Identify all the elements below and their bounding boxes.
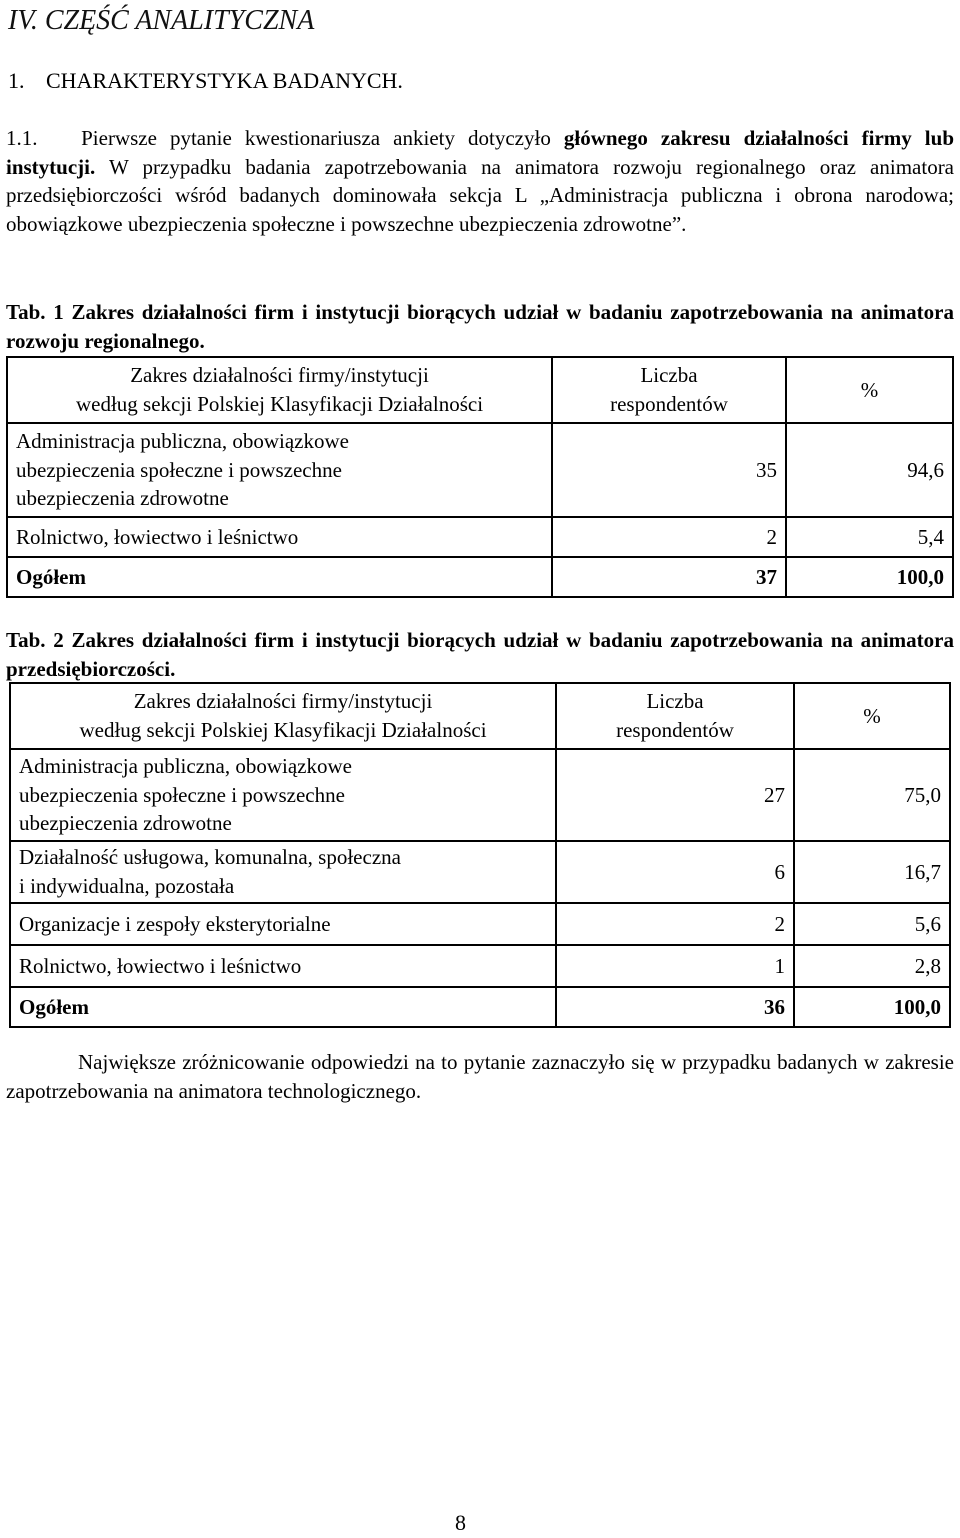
table2-header-category: Zakres działalności firmy/instytucji według sekcji Polskiej Klasyfikacji Działalności bbox=[10, 683, 556, 749]
table-row bbox=[10, 749, 950, 841]
table2-total-count: 36 bbox=[556, 987, 794, 1027]
table2-row4-count: 1 bbox=[556, 945, 794, 987]
table1-row2-count: 2 bbox=[552, 517, 786, 557]
table2-caption: Tab. 2 Zakres działalności firm i instytucji biorących udział w badaniu zapotrzebowania na animatora przedsiębiorczości. bbox=[6, 628, 954, 681]
paragraph-conclusion bbox=[6, 1048, 954, 1105]
table1-row1-percent: 94,6 bbox=[786, 423, 953, 517]
table1-total-row bbox=[7, 557, 953, 597]
paragraph-text-bold: głównego zakresu działalności firmy lub instytucji. bbox=[6, 126, 955, 179]
table1-row1-category: Administracja publiczna, obowiązkowe ubezpieczenia społeczne i powszechne ubezpieczenia zdrowotne bbox=[7, 423, 552, 517]
table1 bbox=[6, 356, 954, 598]
table1-header-percent: % bbox=[786, 357, 953, 423]
table-row bbox=[10, 903, 950, 945]
table2-row1-percent: 75,0 bbox=[794, 749, 950, 841]
paragraph-text-rest: W przypadku badania zapotrzebowania na animatora rozwoju regionalnego oraz animatora przedsiębiorczości wśród badanych dominowała sekcja L „Administracja publiczna i obrona narodowa; obowiązkowe ubezpieczenia społeczne i powszechne ubezpieczenia zdrowotne”. bbox=[6, 154, 955, 236]
table-row bbox=[10, 945, 950, 987]
table2-row3-count: 2 bbox=[556, 903, 794, 945]
page-number: 8 bbox=[455, 1510, 466, 1535]
table1-total-percent: 100,0 bbox=[786, 557, 953, 597]
chapter-number: 1. bbox=[8, 68, 25, 93]
paragraph-conclusion-text: Największe zróżnicowanie odpowiedzi na to pytanie zaznaczyło się w przypadku badanych w zakresie zapotrzebowania na animatora technologicznego. bbox=[6, 1050, 954, 1103]
chapter-heading bbox=[8, 66, 403, 96]
table2-total-row bbox=[10, 987, 950, 1027]
table2-row1-count: 27 bbox=[556, 749, 794, 841]
chapter-title: CHARAKTERYSTYKA BADANYCH. bbox=[46, 68, 403, 93]
table2-header-count: Liczba respondentów bbox=[556, 683, 794, 749]
table1-row2-percent: 5,4 bbox=[786, 517, 953, 557]
table1-total-count: 37 bbox=[552, 557, 786, 597]
table2-row2-category: Działalność usługowa, komunalna, społeczna i indywidualna, pozostała bbox=[10, 841, 556, 903]
table2-row2-count: 6 bbox=[556, 841, 794, 903]
table1-row1-count: 35 bbox=[552, 423, 786, 517]
table1-header-row bbox=[7, 357, 953, 423]
table1-total-label: Ogółem bbox=[7, 557, 552, 597]
paragraph-number: 1.1. bbox=[6, 126, 38, 150]
table1-header-count: Liczba respondentów bbox=[552, 357, 786, 423]
table2-total-percent: 100,0 bbox=[794, 987, 950, 1027]
table-row bbox=[7, 517, 953, 557]
table1-row2-category: Rolnictwo, łowiectwo i leśnictwo bbox=[7, 517, 552, 557]
table2-header-percent: % bbox=[794, 683, 950, 749]
table2-row3-category: Organizacje i zespoły eksterytorialne bbox=[10, 903, 556, 945]
table-row bbox=[10, 841, 950, 903]
table2-row3-percent: 5,6 bbox=[794, 903, 950, 945]
paragraph-intro bbox=[6, 124, 954, 238]
table1-header-category: Zakres działalności firmy/instytucji według sekcji Polskiej Klasyfikacji Działalności bbox=[7, 357, 552, 423]
table2-total-label: Ogółem bbox=[10, 987, 556, 1027]
table2-row4-category: Rolnictwo, łowiectwo i leśnictwo bbox=[10, 945, 556, 987]
paragraph-text-start: Pierwsze pytanie kwestionariusza ankiety dotyczyło bbox=[81, 126, 551, 150]
table2-row1-category: Administracja publiczna, obowiązkowe ubezpieczenia społeczne i powszechne ubezpieczenia zdrowotne bbox=[10, 749, 556, 841]
table2-row2-percent: 16,7 bbox=[794, 841, 950, 903]
table2-header-row bbox=[10, 683, 950, 749]
table-row bbox=[7, 423, 953, 517]
section-title: IV. CZĘŚĆ ANALITYCZNA bbox=[8, 5, 315, 36]
table2-row4-percent: 2,8 bbox=[794, 945, 950, 987]
table2 bbox=[9, 682, 951, 1028]
table1-caption: Tab. 1 Zakres działalności firm i instytucji biorących udział w badaniu zapotrzebowania na animatora rozwoju regionalnego. bbox=[6, 300, 954, 353]
